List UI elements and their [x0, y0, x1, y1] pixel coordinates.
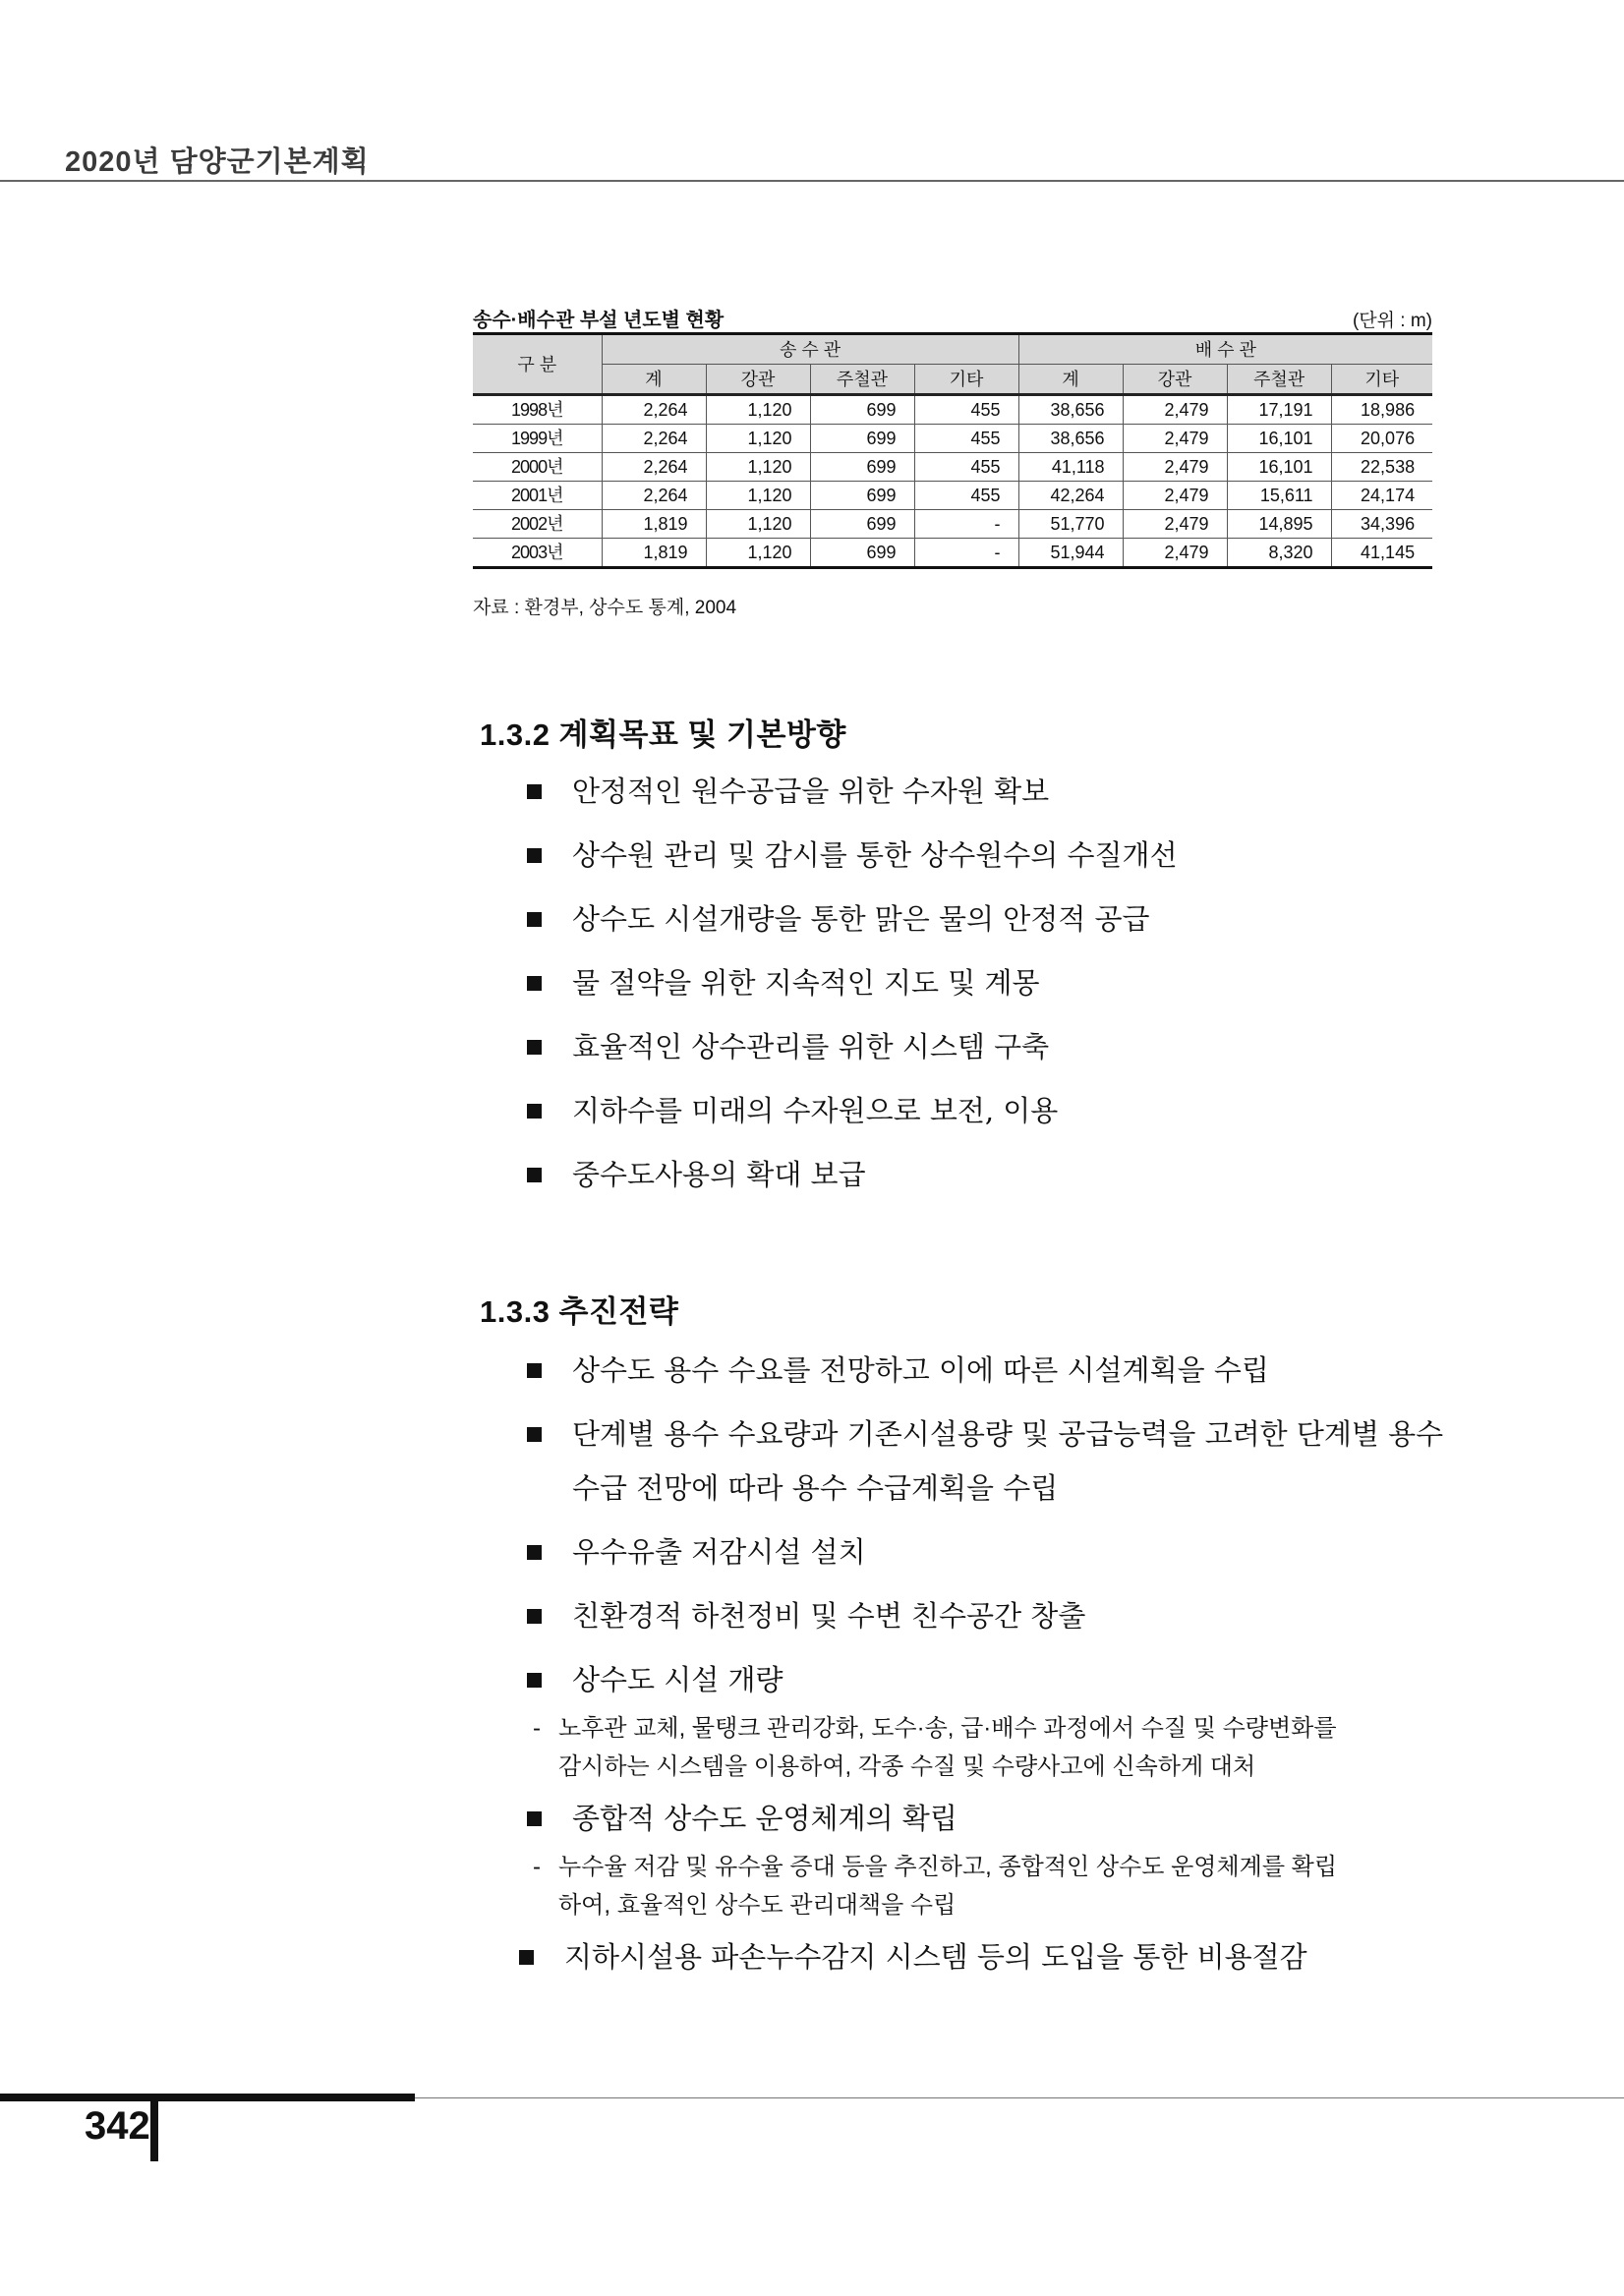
list-item [523, 1020, 1447, 1074]
table-cell: 51,770 [1018, 510, 1123, 539]
list-item-text: 상수원 관리 및 감시를 통한 상수원수의 수질개선 [572, 838, 1178, 872]
list-item-text: 우수유출 저감시설 설치 [572, 1535, 866, 1569]
table-cell: 38,656 [1018, 395, 1123, 425]
table-cell: 18,986 [1331, 395, 1432, 425]
table-cell-year: 2000년 [473, 453, 602, 482]
table-cell: 20,076 [1331, 425, 1432, 453]
running-header-title: 2020년 담양군기본계획 [65, 146, 370, 178]
list-item-text-continued: 수급 전망에 따라 용수 수급계획을 수립 [572, 1471, 1059, 1505]
table-row [473, 425, 1432, 453]
table-header-row [473, 334, 1432, 365]
table-cell: 16,101 [1227, 453, 1331, 482]
list-item [523, 1148, 1447, 1202]
table-subheader: 계 [602, 365, 706, 395]
list-item-text: 상수도 시설개량을 통한 맑은 물의 안정적 공급 [572, 902, 1150, 936]
table-cell: 2,479 [1123, 425, 1227, 453]
table-cell: 1,819 [602, 510, 706, 539]
table-cell: 2,479 [1123, 510, 1227, 539]
table-cell-year: 2001년 [473, 482, 602, 510]
list-item-text: 상수도 용수 수요를 전망하고 이에 따른 시설계획을 수립 [572, 1353, 1269, 1387]
list-item [523, 765, 1447, 819]
square-bullet-icon [527, 1363, 542, 1378]
table-cell-year: 1998년 [473, 395, 602, 425]
square-bullet-icon [527, 784, 542, 799]
sub-note-line: 하여, 효율적인 상수도 관리대책을 수립 [558, 1892, 957, 1919]
list-item [523, 892, 1447, 947]
list-item [515, 1930, 1447, 1984]
table-subheader: 기타 [914, 365, 1018, 395]
footer-rule [415, 2097, 1624, 2098]
square-bullet-icon [527, 1040, 542, 1055]
section-heading-strategy: 1.3.3 추진전략 [480, 1294, 679, 1329]
table-cell: 15,611 [1227, 482, 1331, 510]
table-cell: 42,264 [1018, 482, 1123, 510]
table-cell: 8,320 [1227, 539, 1331, 568]
table-cell: 2,264 [602, 425, 706, 453]
table-subheader-row [473, 365, 1432, 395]
table-row [473, 539, 1432, 568]
list-item [523, 1589, 1447, 1643]
list-item-text: 효율적인 상수관리를 위한 시스템 구축 [572, 1030, 1050, 1063]
table-cell: 34,396 [1331, 510, 1432, 539]
table-subheader: 주철관 [810, 365, 914, 395]
table-row [473, 510, 1432, 539]
table-cell: 455 [914, 395, 1018, 425]
table-cell: 2,479 [1123, 395, 1227, 425]
header-rule [0, 180, 1624, 182]
table-cell: 455 [914, 453, 1018, 482]
pipe-installation-table [473, 332, 1432, 569]
table-cell: 2,479 [1123, 539, 1227, 568]
table-cell: 38,656 [1018, 425, 1123, 453]
square-bullet-icon [527, 1673, 542, 1688]
list-item [523, 956, 1447, 1010]
table-caption-row [473, 303, 1432, 332]
strategy-bullet-list [523, 1344, 1447, 1984]
goals-bullet-list [523, 765, 1447, 1202]
table-cell: 455 [914, 482, 1018, 510]
table-row [473, 395, 1432, 425]
table-header-transmission: 송 수 관 [602, 334, 1018, 365]
list-item-text: 지하시설용 파손누수감지 시스템 등의 도입을 통한 비용절감 [564, 1940, 1307, 1974]
table-cell: 22,538 [1331, 453, 1432, 482]
list-item [523, 1525, 1447, 1579]
table-subheader: 강관 [706, 365, 810, 395]
square-bullet-icon [527, 1104, 542, 1119]
list-item [523, 1407, 1447, 1516]
list-item [523, 1792, 1447, 1846]
table-cell: 2,264 [602, 482, 706, 510]
table-cell: 16,101 [1227, 425, 1331, 453]
table-source-note: 자료 : 환경부, 상수도 통계, 2004 [473, 598, 737, 618]
table-cell: 699 [810, 453, 914, 482]
table-cell-year: 2002년 [473, 510, 602, 539]
table-subheader: 주철관 [1227, 365, 1331, 395]
square-bullet-icon [527, 1427, 542, 1442]
table-cell: 1,120 [706, 510, 810, 539]
table-cell: 2,479 [1123, 453, 1227, 482]
footer-bar [0, 2094, 415, 2101]
table-cell: 2,264 [602, 395, 706, 425]
table-unit: (단위 : m) [1352, 311, 1432, 331]
table-cell: 1,120 [706, 453, 810, 482]
table-cell: 1,819 [602, 539, 706, 568]
sub-note [523, 1848, 1447, 1924]
table-cell: 2,479 [1123, 482, 1227, 510]
table-cell: 17,191 [1227, 395, 1331, 425]
sub-note-line: 누수율 저감 및 유수율 증대 등을 추진하고, 종합적인 상수도 운영체계를 확립 [558, 1854, 1338, 1880]
square-bullet-icon [527, 1545, 542, 1560]
pipe-installation-table-block [473, 303, 1432, 569]
table-row [473, 453, 1432, 482]
list-item [523, 1084, 1447, 1138]
table-cell: - [914, 539, 1018, 568]
table-cell: 1,120 [706, 539, 810, 568]
dash-marker: - [533, 1854, 541, 1880]
table-cell-year: 1999년 [473, 425, 602, 453]
table-cell: 455 [914, 425, 1018, 453]
table-title: 송수·배수관 부설 년도별 현황 [473, 310, 725, 331]
square-bullet-icon [527, 1168, 542, 1182]
table-subheader: 강관 [1123, 365, 1227, 395]
dash-marker: - [533, 1715, 541, 1742]
table-cell: 699 [810, 510, 914, 539]
sub-note-line: 노후관 교체, 물탱크 관리강화, 도수·송, 급·배수 과정에서 수질 및 수량변화를 [558, 1715, 1337, 1742]
table-cell: 1,120 [706, 482, 810, 510]
table-cell: 699 [810, 425, 914, 453]
square-bullet-icon [519, 1950, 534, 1965]
table-cell: 699 [810, 539, 914, 568]
list-item-text: 중수도사용의 확대 보급 [572, 1158, 866, 1191]
table-subheader: 계 [1018, 365, 1123, 395]
list-item-text: 단계별 용수 수요량과 기존시설용량 및 공급능력을 고려한 단계별 용수 [572, 1417, 1444, 1451]
table-cell: 14,895 [1227, 510, 1331, 539]
square-bullet-icon [527, 976, 542, 991]
table-cell: 699 [810, 395, 914, 425]
list-item-text: 안정적인 원수공급을 위한 수자원 확보 [572, 775, 1050, 808]
square-bullet-icon [527, 848, 542, 863]
list-item [523, 1344, 1447, 1398]
table-cell: 1,120 [706, 395, 810, 425]
sub-note-line: 감시하는 시스템을 이용하여, 각종 수질 및 수량사고에 신속하게 대처 [558, 1753, 1256, 1780]
list-item-text: 친환경적 하천정비 및 수변 친수공간 창출 [572, 1599, 1086, 1633]
square-bullet-icon [527, 912, 542, 927]
list-item [523, 829, 1447, 883]
sub-note [523, 1709, 1447, 1786]
table-subheader: 기타 [1331, 365, 1432, 395]
table-row [473, 482, 1432, 510]
list-item-text: 종합적 상수도 운영체계의 확립 [572, 1802, 957, 1835]
table-cell: 1,120 [706, 425, 810, 453]
table-cell: 41,118 [1018, 453, 1123, 482]
table-header-distribution: 배 수 관 [1018, 334, 1432, 365]
page-number-marker [150, 2098, 158, 2161]
table-cell: 41,145 [1331, 539, 1432, 568]
table-cell: 24,174 [1331, 482, 1432, 510]
list-item-text: 물 절약을 위한 지속적인 지도 및 계몽 [572, 966, 1040, 1000]
list-item-text: 상수도 시설 개량 [572, 1663, 783, 1696]
page-number: 342 [85, 2104, 150, 2148]
list-item-text: 지하수를 미래의 수자원으로 보전, 이용 [572, 1094, 1059, 1127]
table-header-category: 구 분 [473, 334, 602, 395]
list-item [523, 1653, 1447, 1707]
table-cell: - [914, 510, 1018, 539]
square-bullet-icon [527, 1609, 542, 1624]
table-cell: 51,944 [1018, 539, 1123, 568]
section-heading-goals: 1.3.2 계획목표 및 기본방향 [480, 718, 846, 752]
square-bullet-icon [527, 1811, 542, 1826]
table-cell-year: 2003년 [473, 539, 602, 568]
table-cell: 2,264 [602, 453, 706, 482]
table-cell: 699 [810, 482, 914, 510]
